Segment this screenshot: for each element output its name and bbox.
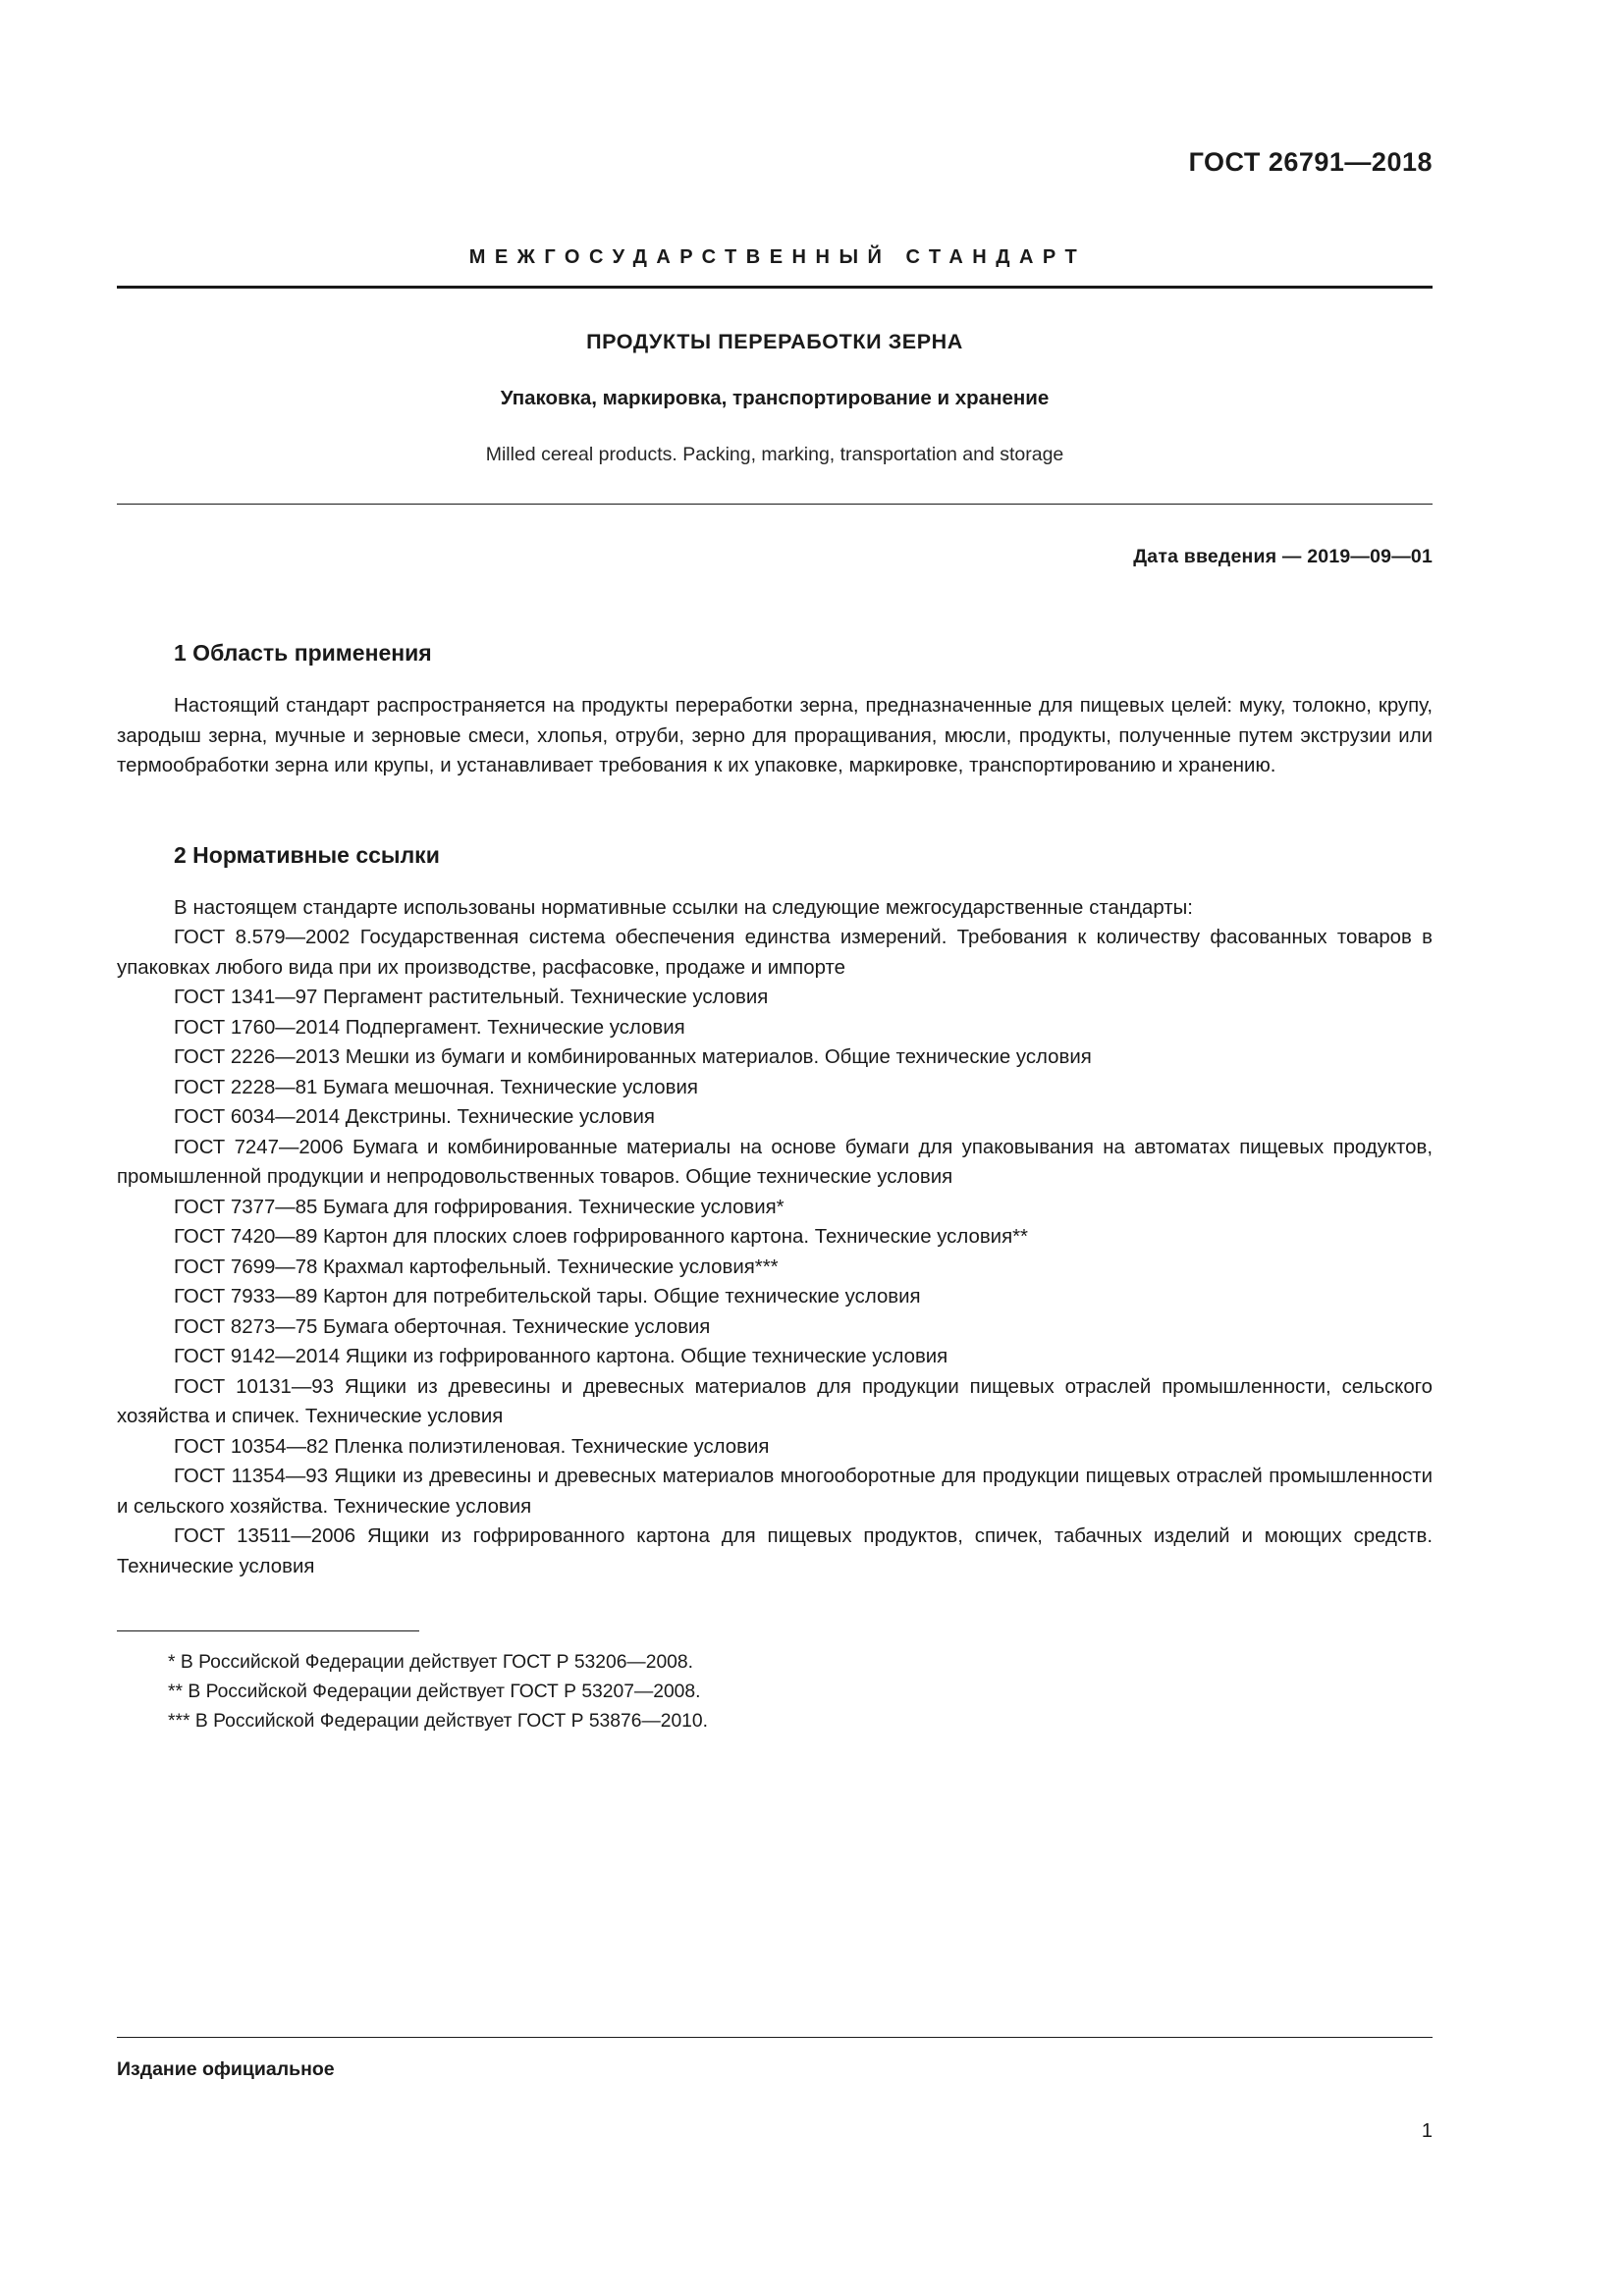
edition-note: Издание официальное <box>117 2058 335 2080</box>
list-item: ГОСТ 7247—2006 Бумага и комбинированные материалы на основе бумаги для упаковывания на автоматах пищевых продуктов, промышленной продукции и непродовольственных товаров. Общие технические условия <box>117 1136 1433 1188</box>
list-item: ГОСТ 7377—85 Бумага для гофрирования. Технические условия* <box>174 1196 785 1218</box>
list-item: ГОСТ 9142—2014 Ящики из гофрированного картона. Общие технические условия <box>174 1346 948 1367</box>
footnote-item: * В Российской Федерации действует ГОСТ Р 53206—2008. <box>168 1652 693 1673</box>
section-heading-1: 1 Область применения <box>174 640 432 666</box>
normative-references-list <box>117 923 1433 1581</box>
list-item: ГОСТ 2226—2013 Мешки из бумаги и комбинированных материалов. Общие технические условия <box>174 1046 1092 1068</box>
footnote-item: ** В Российской Федерации действует ГОСТ Р 53207—2008. <box>168 1682 701 1702</box>
page-content <box>117 0 1433 1736</box>
section-2-paragraph: В настоящем стандарте использованы нормативные ссылки на следующие межгосударственные стандарты: <box>174 896 1193 919</box>
section-1-paragraph: Настоящий стандарт распространяется на продукты переработки зерна, предназначенные для пищевых целей: муку, толокно, крупу, зародыш зерна, мучные и зерновые смеси, хлопья, отруби, зерно для проращивания, мюсли, продукты, полученные путем экструзии или термообработки зерна или крупы, и устанавливает требования к их упаковке, маркировке, транспортированию и хранению. <box>117 695 1433 776</box>
page-subtitle: Упаковка, маркировка, транспортирование и хранение <box>500 387 1050 409</box>
footnotes <box>117 1648 1433 1736</box>
section-heading-2: 2 Нормативные ссылки <box>174 841 440 868</box>
list-item: ГОСТ 8273—75 Бумага оберточная. Технические условия <box>174 1315 711 1338</box>
title-rule <box>117 504 1433 505</box>
page-title-english: Milled cereal products. Packing, marking, transportation and storage <box>485 444 1064 465</box>
title-block <box>117 330 1433 466</box>
list-item: ГОСТ 2228—81 Бумага мешочная. Технические условия <box>174 1076 698 1098</box>
list-item: ГОСТ 10354—82 Пленка полиэтиленовая. Технические условия <box>174 1435 770 1458</box>
list-item: ГОСТ 7933—89 Картон для потребительской тары. Общие технические условия <box>174 1286 921 1308</box>
list-item: ГОСТ 13511—2006 Ящики из гофрированного картона для пищевых продуктов, спичек, табачных изделий и моющих средств. Технические условия <box>117 1525 1433 1577</box>
standard-code: ГОСТ 26791—2018 <box>1188 147 1433 177</box>
list-item: ГОСТ 8.579—2002 Государственная система обеспечения единства измерений. Требования к количеству фасованных товаров в упаковках любого вида при их производстве, расфасовке, продаже и импорте <box>117 927 1433 979</box>
list-item: ГОСТ 7699—78 Крахмал картофельный. Технические условия*** <box>174 1255 779 1278</box>
page-number: 1 <box>1421 2120 1433 2142</box>
list-item: ГОСТ 1760—2014 Подпергамент. Технические условия <box>174 1016 685 1039</box>
footnote-item: *** В Российской Федерации действует ГОСТ Р 53876—2010. <box>168 1711 708 1732</box>
footer-rule <box>117 2037 1433 2038</box>
interstate-standard-label: МЕЖГОСУДАРСТВЕННЫЙ СТАНДАРТ <box>468 246 1087 268</box>
page-title: ПРОДУКТЫ ПЕРЕРАБОТКИ ЗЕРНА <box>586 330 963 353</box>
list-item: ГОСТ 10131—93 Ящики из древесины и древесных материалов для продукции пищевых отраслей промышленности, сельского хозяйства и спичек. Технические условия <box>117 1375 1433 1427</box>
list-item: ГОСТ 7420—89 Картон для плоских слоев гофрированного картона. Технические условия** <box>174 1226 1028 1248</box>
introduction-date: Дата введения — 2019—09—01 <box>1133 546 1433 567</box>
footnote-separator <box>117 1630 419 1631</box>
list-item: ГОСТ 1341—97 Пергамент растительный. Технические условия <box>174 987 769 1008</box>
list-item: ГОСТ 6034—2014 Декстрины. Технические условия <box>174 1106 655 1128</box>
list-item: ГОСТ 11354—93 Ящики из древесины и древесных материалов многооборотные для продукции пищевых отраслей промышленности и сельского хозяйства. Технические условия <box>117 1466 1433 1518</box>
header-rule-thick <box>117 286 1433 289</box>
